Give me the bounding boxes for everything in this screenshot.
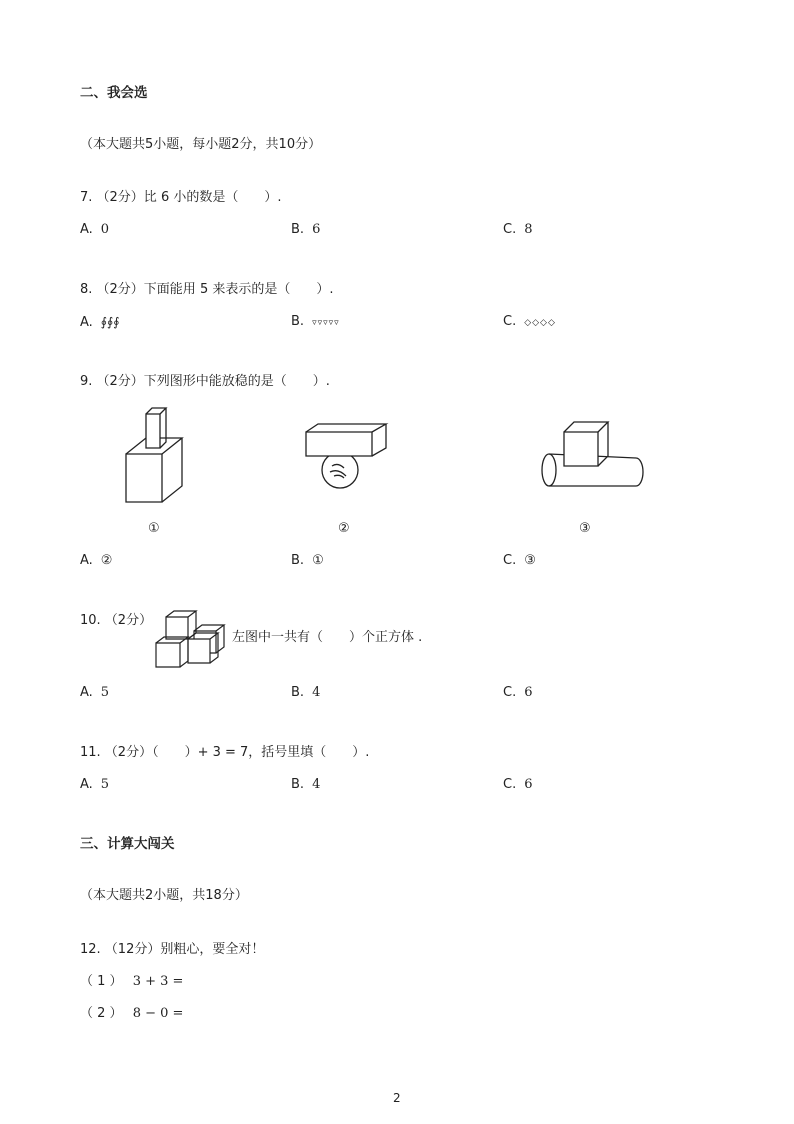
question-8-option-a[interactable]: A. ∮∮∮ (80, 315, 120, 330)
question-10-option-a[interactable]: A. 5 (80, 685, 110, 700)
section-3-note: （本大题共2小题，共18分） (80, 888, 248, 903)
figure-stacked-cubes-count (154, 607, 228, 671)
item-expression: 3 + 3 = (132, 974, 184, 989)
question-10-option-c[interactable]: C. 6 (503, 685, 533, 700)
question-9-option-c[interactable]: C. ③ (503, 553, 536, 568)
item-number: （ 1 ） (80, 974, 123, 989)
question-9-option-b[interactable]: B. ① (291, 553, 324, 568)
figure-3-label: ③ (579, 521, 591, 536)
question-9-option-a[interactable]: A. ② (80, 553, 113, 568)
question-8-stem: 8. （2分）下面能用 5 来表示的是（ ）. (80, 282, 334, 297)
section-2-note: （本大题共5小题，每小题2分，共10分） (80, 137, 322, 152)
question-9-stem: 9. （2分）下列图形中能放稳的是（ ）. (80, 374, 330, 389)
question-10-text: 左图中一共有（ ）个正方体 . (232, 630, 423, 645)
figure-1-stacked-cubes (120, 402, 192, 506)
question-12-item-1 (80, 974, 183, 990)
page-number: 2 (393, 1091, 401, 1105)
figure-2-label: ② (338, 521, 350, 536)
section-2-title: 二、我会选 (80, 85, 148, 101)
figure-1-label: ① (148, 521, 160, 536)
question-11-option-b[interactable]: B. 4 (291, 777, 321, 792)
figure-2-box-on-ball (300, 420, 390, 492)
question-8-option-c[interactable]: C. ◇◇◇◇ (503, 314, 556, 329)
item-number: （ 2 ） (80, 1006, 123, 1021)
question-12-stem: 12. （12分）别粗心，要全对！ (80, 942, 265, 957)
figure-3-cube-on-cylinder (536, 418, 646, 490)
question-7-option-a[interactable]: A. 0 (80, 222, 110, 237)
question-11-option-a[interactable]: A. 5 (80, 777, 110, 792)
question-8-option-b[interactable]: B. ▿▿▿▿▿ (291, 314, 340, 329)
question-11-stem: 11. （2分）（ ）+ 3 = 7，括号里填（ ）. (80, 745, 370, 760)
question-11-option-c[interactable]: C. 6 (503, 777, 533, 792)
question-7-stem: 7. （2分）比 6 小的数是（ ）. (80, 190, 282, 205)
item-expression: 8 − 0 = (132, 1006, 184, 1021)
question-7-option-b[interactable]: B. 6 (291, 222, 321, 237)
question-10-option-b[interactable]: B. 4 (291, 685, 321, 700)
question-12-item-2 (80, 1006, 183, 1022)
question-7-option-c[interactable]: C. 8 (503, 222, 533, 237)
question-10-stem: 10. （2分） (80, 613, 153, 628)
section-3-title: 三、计算大闯关 (80, 836, 175, 852)
